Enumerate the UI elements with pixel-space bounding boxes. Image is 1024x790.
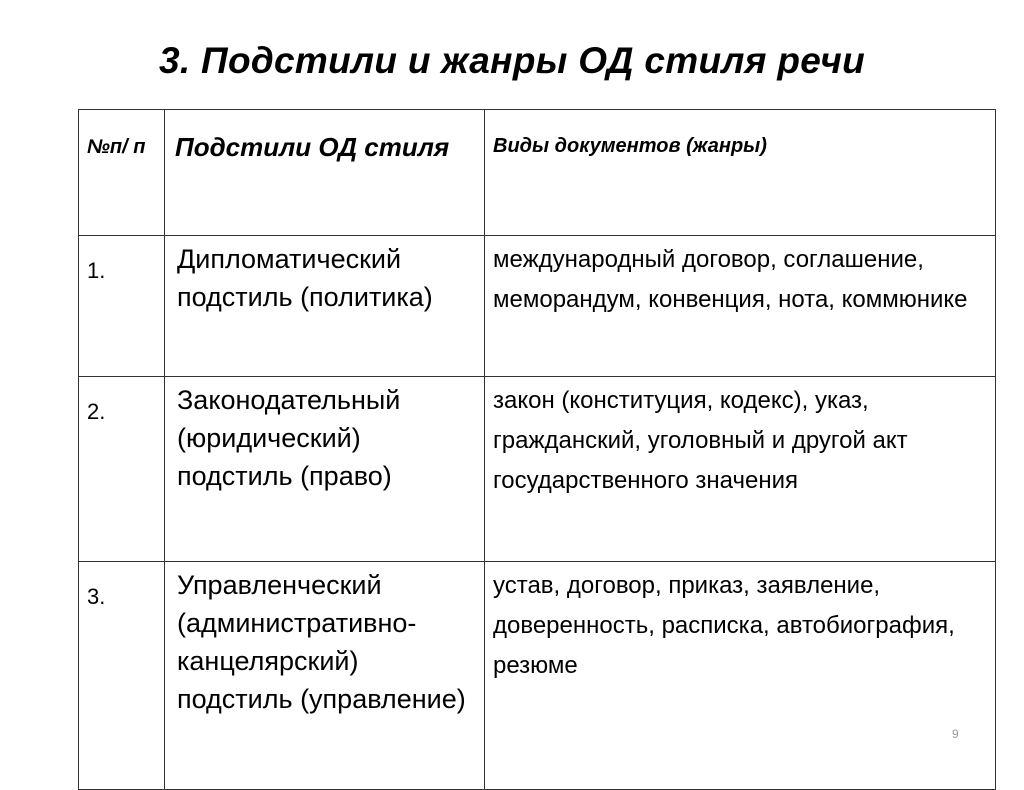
genres-table bbox=[78, 109, 996, 790]
slide-title: 3. Подстили и жанры ОД стиля речи bbox=[159, 40, 865, 81]
header-substyle: Подстили ОД стиля bbox=[165, 110, 485, 236]
header-document-types: Виды документов (жанры) bbox=[485, 110, 996, 236]
page-number: 9 bbox=[952, 727, 959, 741]
row-document-types: закон (конституция, кодекс), указ, гражданский, уголовный и другой акт государственного значения bbox=[485, 377, 996, 562]
header-number: №п/ п bbox=[79, 110, 165, 236]
row-document-types: международный договор, соглашение, меморандум, конвенция, нота, коммюнике bbox=[485, 236, 996, 377]
table-row bbox=[79, 236, 996, 377]
row-substyle: Законодательный (юридический) подстиль (право) bbox=[165, 377, 485, 562]
row-substyle: Управленческий (административно-канцелярский) подстиль (управление) bbox=[165, 562, 485, 790]
table-header-row bbox=[79, 110, 996, 236]
row-substyle: Дипломатический подстиль (политика) bbox=[165, 236, 485, 377]
row-document-types: устав, договор, приказ, заявление, доверенность, расписка, автобиография, резюме bbox=[485, 562, 996, 790]
row-number: 2. bbox=[79, 377, 165, 562]
table-row bbox=[79, 377, 996, 562]
table-row bbox=[79, 562, 996, 790]
row-number: 3. bbox=[79, 562, 165, 790]
row-number: 1. bbox=[79, 236, 165, 377]
